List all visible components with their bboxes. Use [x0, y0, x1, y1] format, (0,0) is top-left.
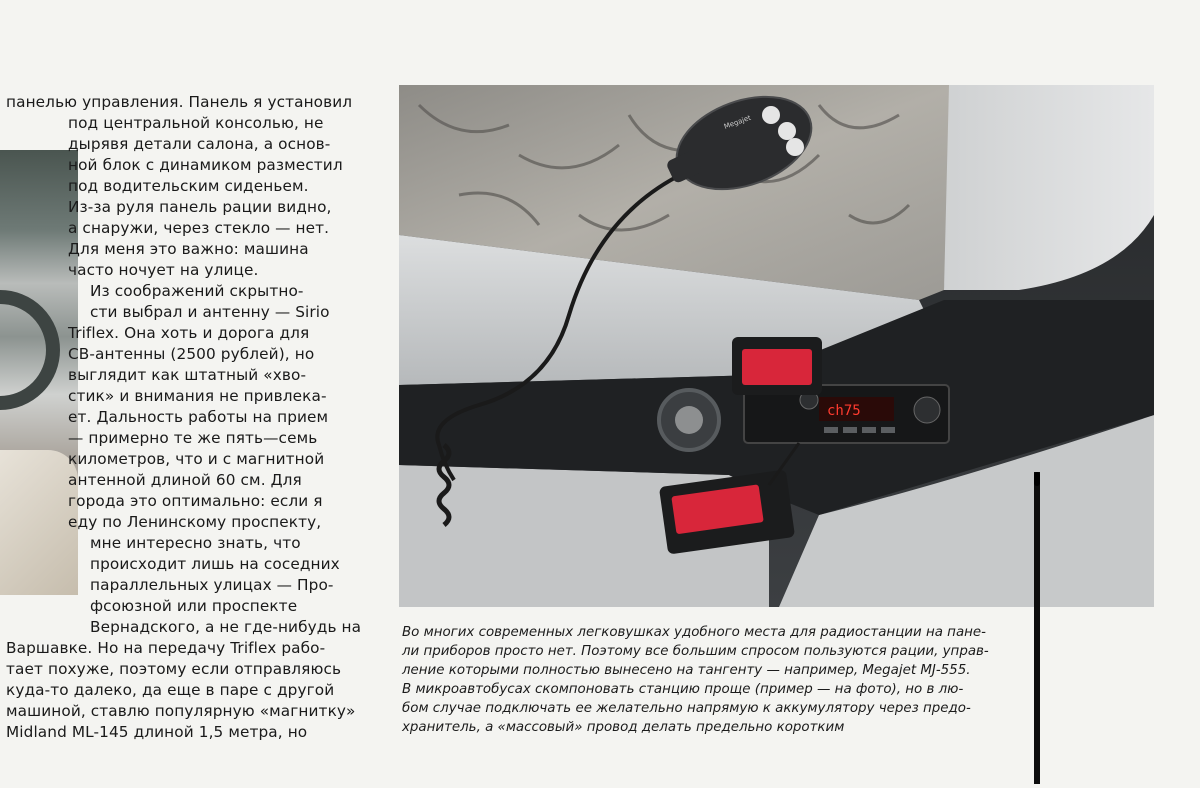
antenna-rod — [1031, 472, 1043, 784]
article-text-line: параллельных улицах — Про- — [90, 576, 334, 594]
article-text-line: километров, что и с магнитной — [68, 450, 325, 468]
mic-brand-label: Megajet — [722, 113, 753, 131]
article-text-line: города это оптимально: если я — [68, 492, 323, 510]
article-text-line: Из-за руля панель рации видно, — [68, 198, 332, 216]
article-text-line: Из соображений скрытно- — [90, 282, 304, 300]
article-text-line: стик» и внимания не привлека- — [68, 387, 327, 405]
article-text-line: ной блок с динамиком разместил — [68, 156, 343, 174]
caption-text-line: ление которыми полностью вынесено на тангенту — например, Megajet MJ-555. — [402, 663, 971, 678]
article-text-line: а снаружи, через стекло — нет. — [68, 219, 330, 237]
article-text-line: происходит лишь на соседних — [90, 555, 340, 573]
article-text-line: Triflex. Она хоть и дорога для — [68, 324, 310, 342]
seatbelt-buckle-upper — [732, 337, 822, 395]
article-text-line: тает похуже, поэтому если отправляюсь — [6, 660, 342, 678]
radio-display-text: ch75 — [827, 403, 861, 419]
article-text-line: Для меня это важно: машина — [68, 240, 309, 258]
article-text-line: Варшавке. Но на передачу Triflex рабо- — [6, 639, 326, 657]
caption-text-line: В микроавтобусах скомпоновать станцию проще (пример — на фото), но в лю- — [402, 682, 964, 697]
article-text-line: — примерно те же пять—семь — [68, 429, 318, 447]
article-text-line: еду по Ленинскому проспекту, — [68, 513, 322, 531]
caption-text-line: бом случае подключать ее желательно напрямую к аккумулятору через предо- — [402, 701, 971, 716]
article-text-line: сти выбрал и антенну — Sirio — [90, 303, 330, 321]
article-text-line: фсоюзной или проспекте — [90, 597, 298, 615]
article-text-line: Вернадского, а не где-нибудь на — [90, 618, 362, 636]
article-text-line: антенной длиной 60 см. Для — [68, 471, 302, 489]
article-text-line: куда-то далеко, да еще в паре с другой — [6, 681, 335, 699]
photo-caption — [402, 623, 1032, 737]
article-text-line: под центральной консолью, не — [68, 114, 324, 132]
article-text-line: машиной, ставлю популярную «магнитку» — [6, 702, 356, 720]
article-text-line: под водительским сиденьем. — [68, 177, 309, 195]
article-text-line: СВ-антенны (2500 рублей), но — [68, 345, 315, 363]
article-text-line: мне интересно знать, что — [90, 534, 301, 552]
article-column — [6, 92, 390, 743]
article-text-line: ет. Дальность работы на прием — [68, 408, 329, 426]
article-text-line: часто ночует на улице. — [68, 261, 259, 279]
caption-text-line: ли приборов просто нет. Поэтому все большим спросом пользуются рации, управ- — [402, 644, 989, 659]
article-text-line: выглядит как штатный «хво- — [68, 366, 307, 384]
article-text-line: дырявя детали салона, а основ- — [68, 135, 331, 153]
lighter-knob — [675, 406, 703, 434]
caption-text-line: хранитель, а «массовый» провод делать предельно коротким — [402, 720, 845, 735]
article-text-line: панелью управления. Панель я установил — [6, 93, 353, 111]
article-text-line: Midland ML-145 длиной 1,5 метра, но — [6, 723, 308, 741]
caption-text-line: Во многих современных легковушках удобного места для радиостанции на пане- — [402, 625, 986, 640]
